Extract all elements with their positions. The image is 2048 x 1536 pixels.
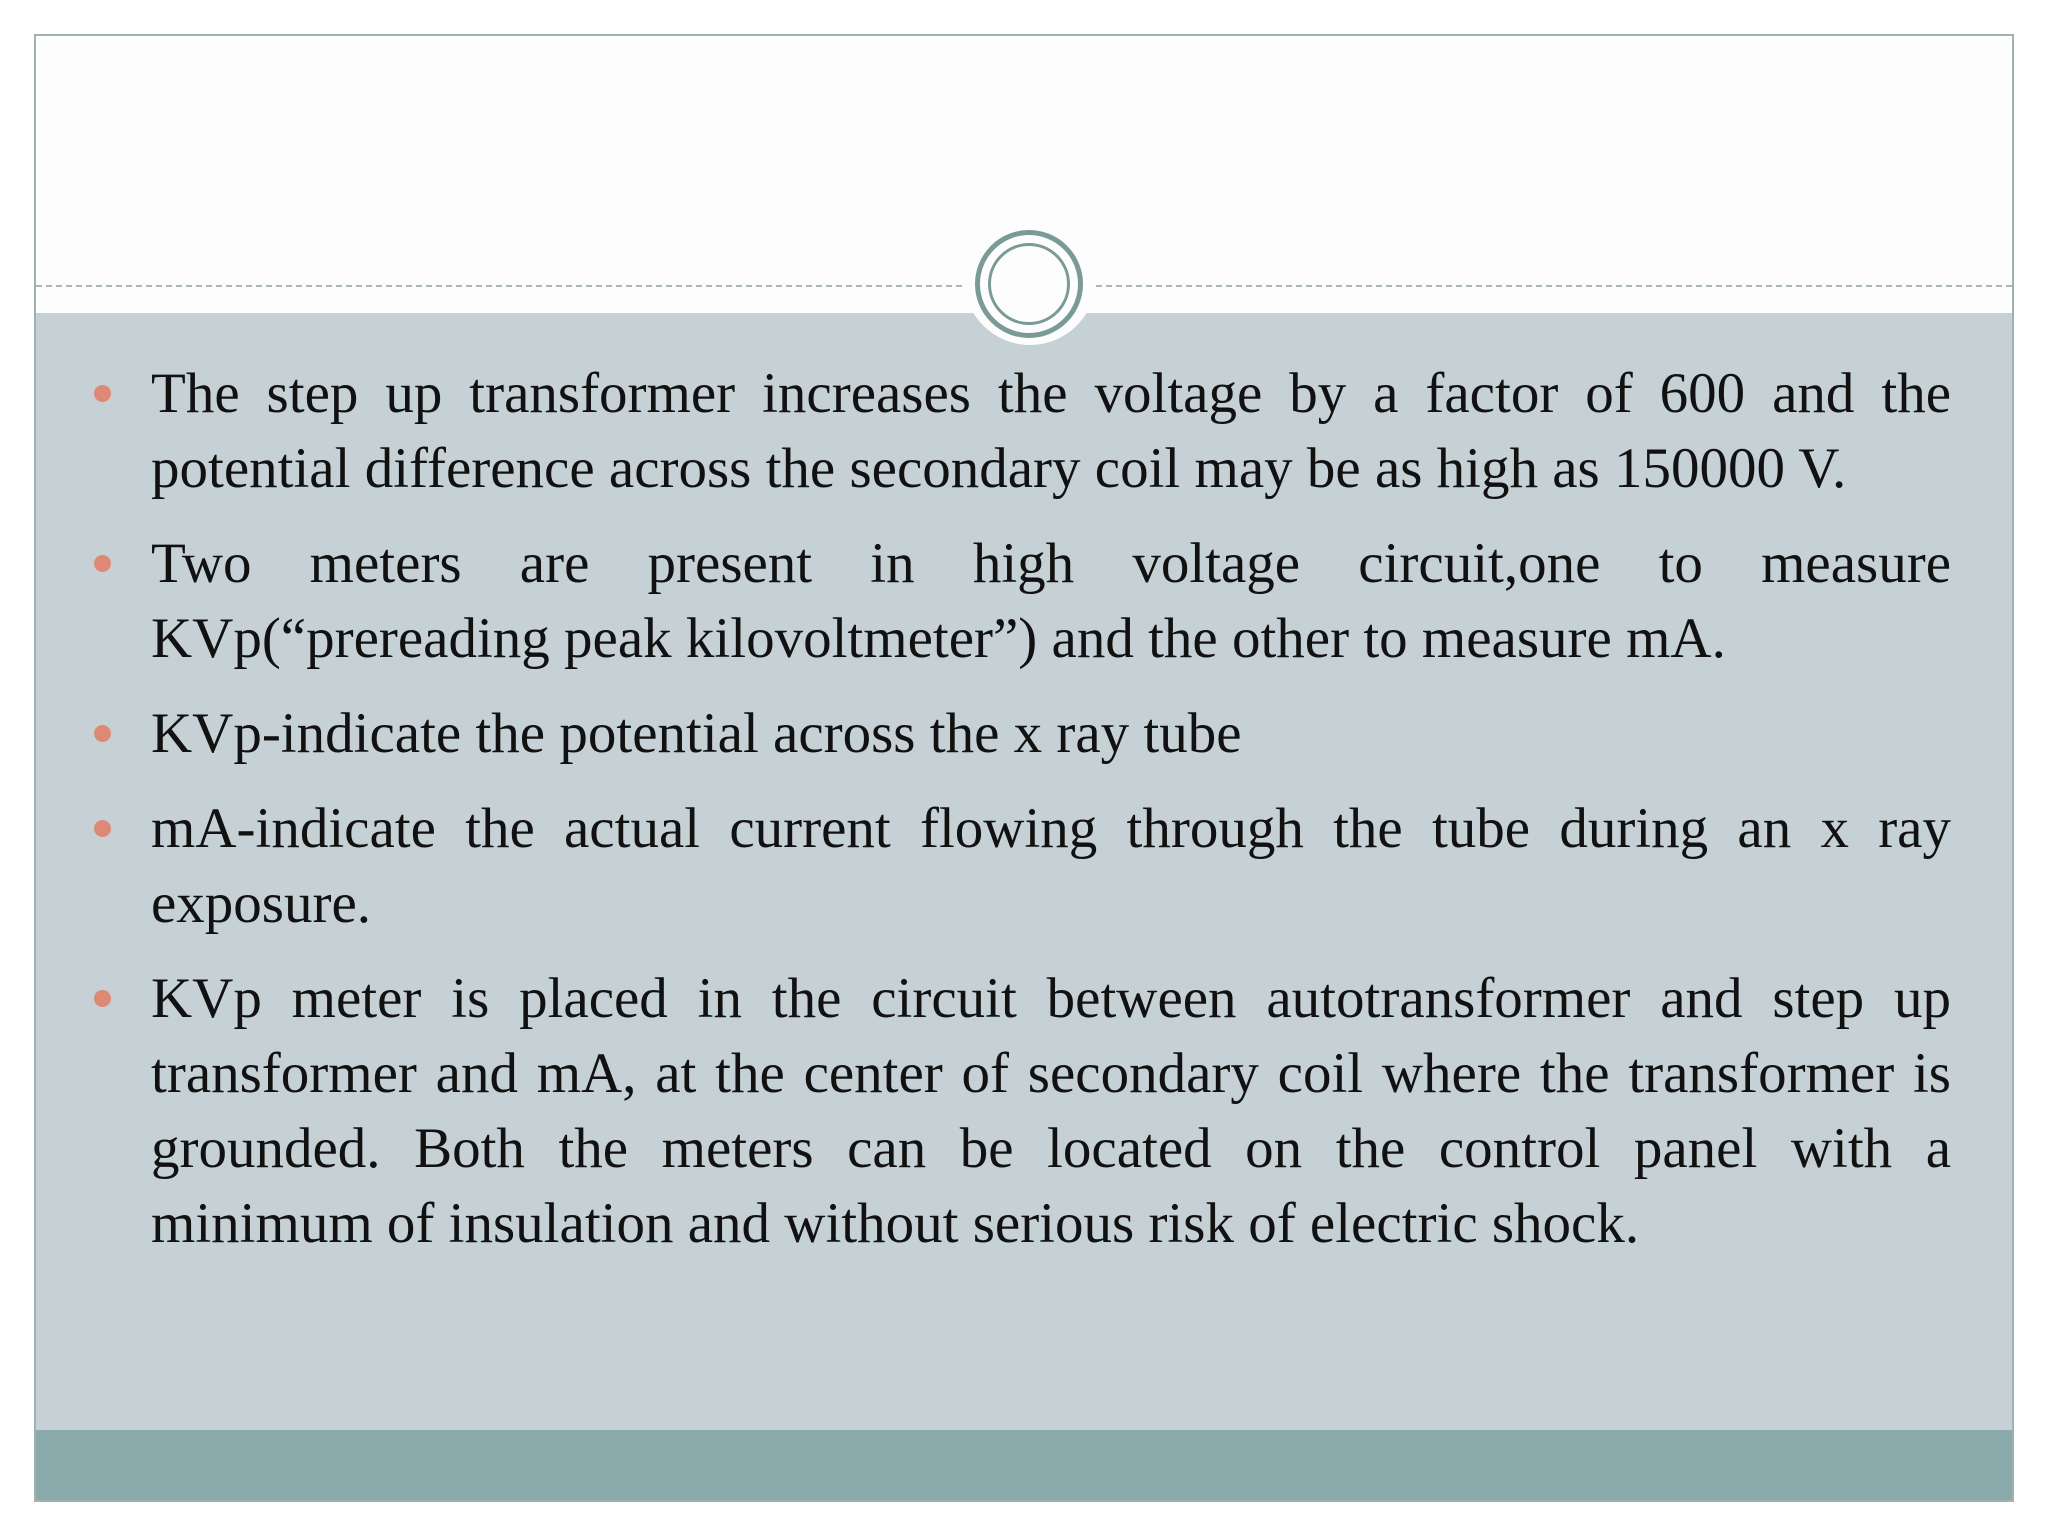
footer-bar [36, 1430, 2012, 1502]
slide [34, 34, 2014, 1502]
bullet-text: KVp-indicate the potential across the x ray tube [151, 702, 1242, 765]
bullet-list [36, 356, 2012, 1281]
bullet-item-3 [36, 696, 2012, 771]
bullet-dot-icon [94, 725, 111, 742]
bullet-dot-icon [94, 820, 111, 837]
bullet-text: Two meters are present in high voltage circuit,one to measure KVp(“prereading peak kilovoltmeter”) and the other to measure mA. [151, 532, 1951, 670]
bullet-text: The step up transformer increases the voltage by a factor of 600 and the potential difference across the secondary coil may be as high as 150000 V. [151, 362, 1951, 500]
bullet-item-1 [36, 356, 2012, 506]
bullet-text: KVp meter is placed in the circuit between autotransformer and step up transformer and mA, at the center of secondary coil where the transformer is grounded. Both the meters can be located on the control panel with a minimum of insulation and without serious risk of electric shock. [151, 967, 1951, 1255]
bullet-item-2 [36, 526, 2012, 676]
bullet-dot-icon [94, 990, 111, 1007]
bullet-item-5 [36, 961, 2012, 1261]
circle-ornament [975, 230, 1083, 338]
bullet-dot-icon [94, 555, 111, 572]
bullet-text: mA-indicate the actual current flowing through the tube during an x ray exposure. [151, 797, 1951, 935]
circle-ornament-inner-ring [988, 243, 1070, 325]
bullet-item-4 [36, 791, 2012, 941]
bullet-dot-icon [94, 385, 111, 402]
